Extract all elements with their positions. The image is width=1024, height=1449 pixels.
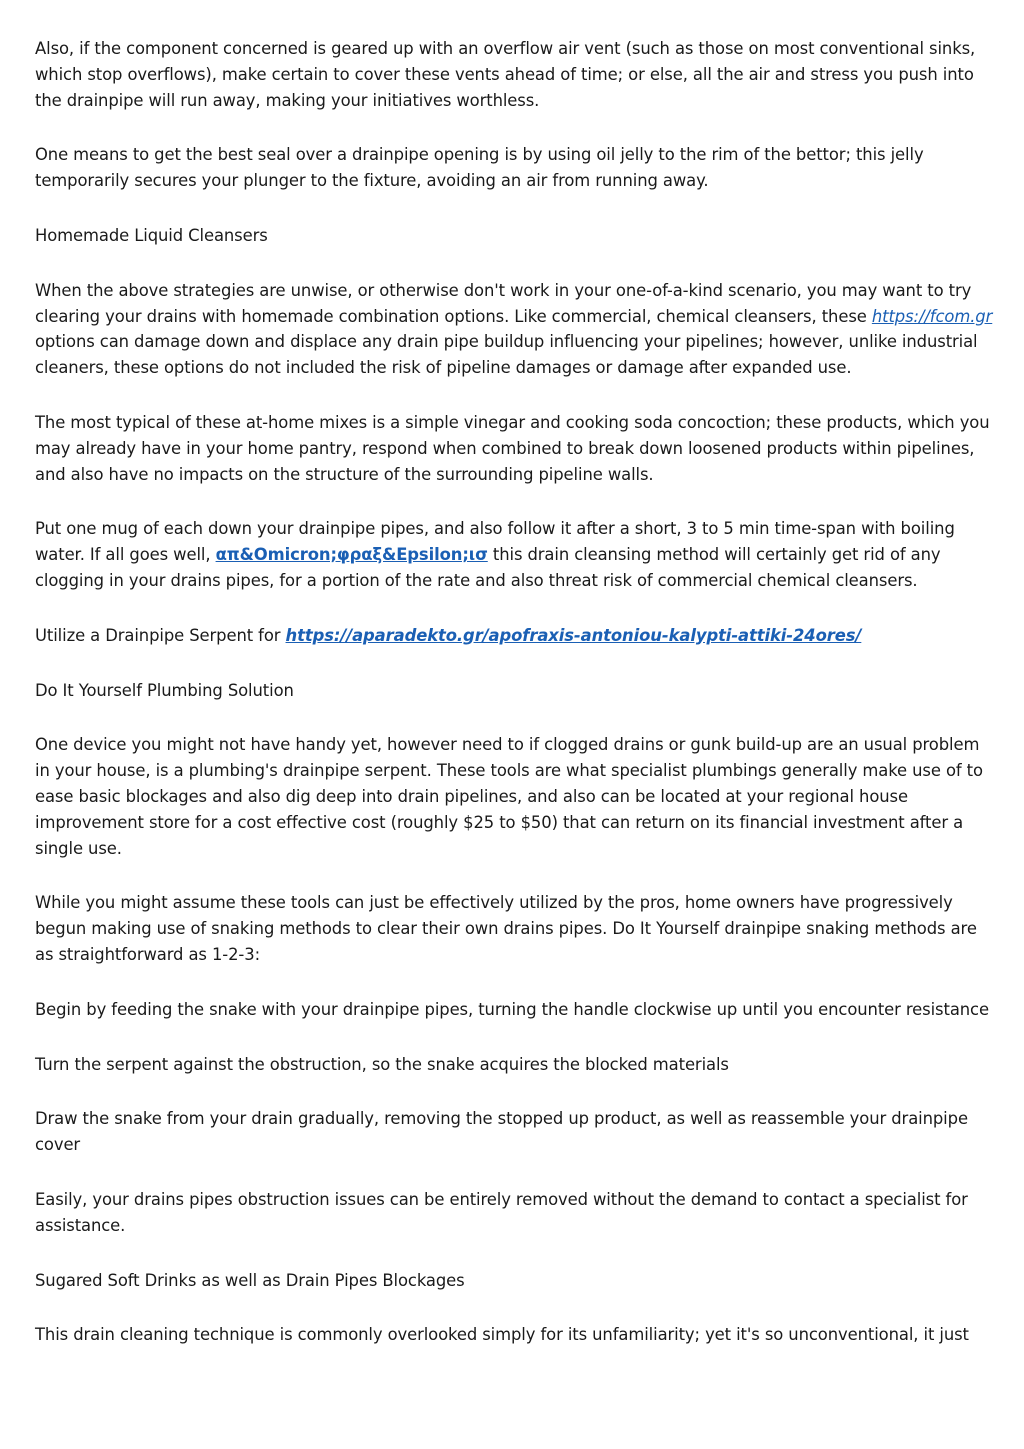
- heading-sugared-soft-drinks: Sugared Soft Drinks as well as Drain Pipes Blockages: [35, 1270, 465, 1290]
- paragraph-step-turn-serpent: Turn the serpent against the obstruction, so the snake acquires the blocked materials: [35, 1054, 729, 1074]
- document-body: [35, 36, 993, 1377]
- paragraph-vinegar-soda: The most typical of these at-home mixes is a simple vinegar and cooking soda concoction; these products, which you may already have in your home pantry, respond when combined to break down loosened products within pipelines, and also have no impacts on the structure of the surrounding pipeline walls.: [35, 412, 990, 484]
- paragraph-drainpipe-serpent: [35, 623, 993, 649]
- paragraph-drain-cleaning-technique: This drain cleaning technique is commonly overlooked simply for its unfamiliarity; yet it's so unconventional, it just: [35, 1325, 969, 1345]
- aparadekto-link[interactable]: https://aparadekto.gr/apofraxis-antoniou-kalypti-attiki-24ores/: [285, 625, 862, 645]
- paragraph-snaking-methods: While you might assume these tools can just be effectively utilized by the pros, home owners have progressively begun making use of snaking methods to clear their own drains pipes. Do It Yourself drainpipe snaking methods are as straightforward as 1-2-3:: [35, 893, 977, 964]
- paragraph-text: Put one mug of each down your drainpipe pipes, and also follow it after a short, 3 to 5 min time-span with boiling water. If all goes well,: [35, 519, 955, 565]
- heading-homemade-cleansers: Homemade Liquid Cleansers: [35, 225, 268, 245]
- paragraph-petroleum-jelly: One means to get the best seal over a drainpipe opening is by using oil jelly to the rim of the bettor; this jelly temporarily secures your plunger to the fixture, avoiding an air from running away.: [35, 145, 924, 191]
- paragraph-boiling-water: [35, 516, 993, 593]
- paragraph-text: Utilize a Drainpipe Serpent for: [35, 625, 286, 645]
- heading-diy-plumbing: Do It Yourself Plumbing Solution: [35, 680, 294, 700]
- paragraph-step-draw-snake: Draw the snake from your drain gradually, removing the stopped up product, as well as reassemble your drainpipe cover: [35, 1109, 968, 1155]
- paragraph-easily-removed: Easily, your drains pipes obstruction issues can be entirely removed without the demand to contact a specialist for assistance.: [35, 1189, 968, 1235]
- paragraph-text: options can damage down and displace any drain pipe buildup influencing your pipelines; however, unlike industrial cleaners, these options do not included the risk of pipeline damages or damage after expanded use.: [35, 332, 978, 378]
- paragraph-text: When the above strategies are unwise, or otherwise don't work in your one-of-a-kind scenario, you may want to try clearing your drains with homemade combination options. Like commercial, chemical cleansers, these: [35, 280, 972, 326]
- paragraph-overflow-vent: Also, if the component concerned is geared up with an overflow air vent (such as those on most conventional sinks, which stop overflows), make certain to cover these vents ahead of time; or else, all the air and stress you push into the drainpipe will run away, making your initiatives worthless.: [35, 39, 976, 110]
- paragraph-homemade-options: [35, 278, 993, 381]
- paragraph-drain-snake-device: One device you might not have handy yet, however need to if clogged drains or gunk build-up are an usual problem in your house, is a plumbing's drainpipe serpent. These tools are what specialist plumbings generally make use of to ease basic blockages and also dig deep into drain pipelines, and also can be located at your regional house improvement store for a cost effective cost (roughly $25 to $50) that can return on its financial investment after a single use.: [35, 735, 983, 858]
- paragraph-step-feed-snake: Begin by feeding the snake with your drainpipe pipes, turning the handle clockwise up until you encounter resistance: [35, 999, 989, 1019]
- paragraph-text: this drain cleansing method will certainly get rid of any clogging in your drains pipes, for a portion of the rate and also threat risk of commercial chemical cleansers.: [35, 545, 941, 590]
- greek-keyword-link[interactable]: απ&Omicron;φραξ&Epsilon;ισ: [215, 545, 488, 565]
- fcom-link[interactable]: https://fcom.gr: [871, 306, 993, 326]
